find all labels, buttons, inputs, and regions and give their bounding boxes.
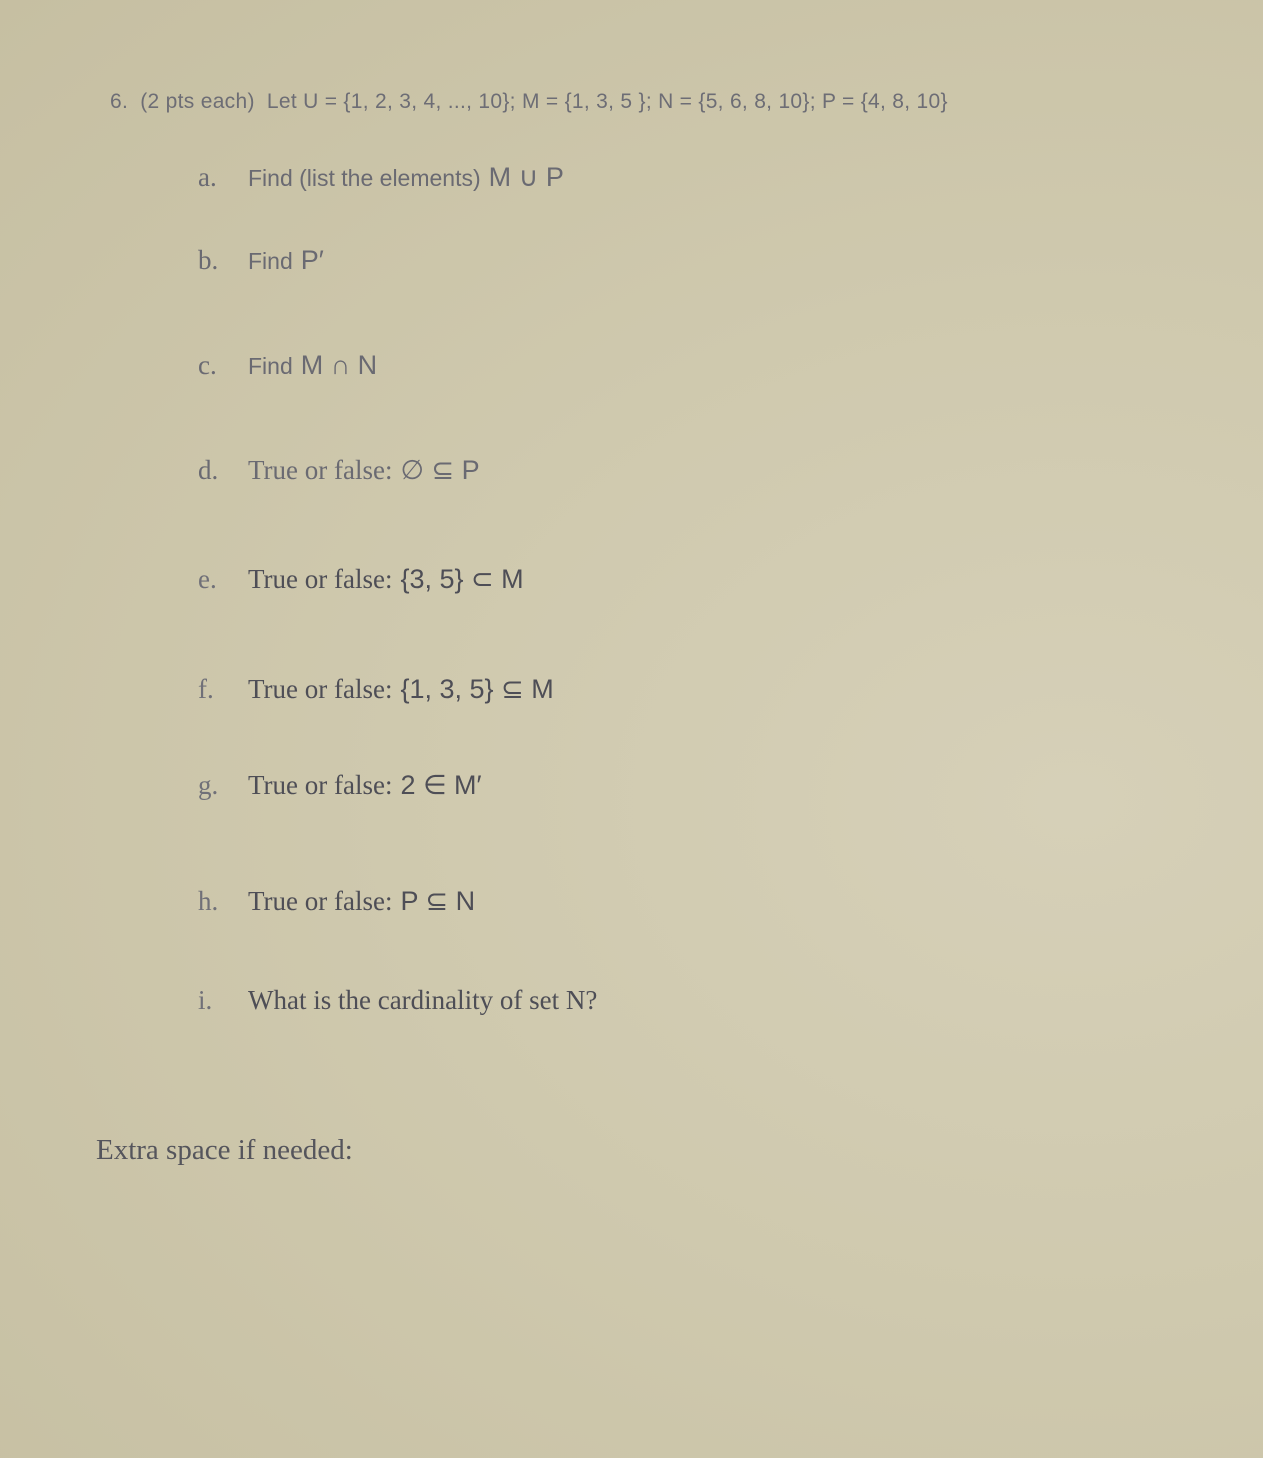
question-c xyxy=(198,350,377,381)
question-letter: b. xyxy=(198,245,219,275)
question-e xyxy=(198,564,524,595)
question-text: What is the cardinality of set N? xyxy=(248,985,598,1015)
question-text: True or false: xyxy=(248,455,393,485)
question-g xyxy=(198,770,482,801)
question-d xyxy=(198,455,480,486)
problem-number: 6. xyxy=(110,90,129,113)
question-b xyxy=(198,245,324,276)
problem-header xyxy=(110,90,1210,114)
question-math: {3, 5} ⊂ M xyxy=(400,564,524,594)
question-math: M ∪ P xyxy=(488,162,564,192)
question-letter: e. xyxy=(198,564,217,594)
question-math: ∅ ⊆ P xyxy=(400,455,480,485)
question-math: {1, 3, 5} ⊆ M xyxy=(400,674,554,704)
problem-points: (2 pts each) xyxy=(140,90,255,113)
question-letter: g. xyxy=(198,770,219,800)
question-text: True or false: xyxy=(248,886,393,916)
question-text: Find xyxy=(248,248,293,274)
question-text: True or false: xyxy=(248,770,393,800)
question-math: M ∩ N xyxy=(300,350,378,380)
question-letter: a. xyxy=(198,162,217,192)
question-i xyxy=(198,985,605,1016)
question-text: Find (list the elements) xyxy=(248,165,481,191)
question-letter: f. xyxy=(198,674,214,704)
problem-statement: Let U = {1, 2, 3, 4, ..., 10}; M = {1, 3, 5 }; N = {5, 6, 8, 10}; P = {4, 8, 10} xyxy=(266,90,948,113)
question-text: True or false: xyxy=(248,564,393,594)
question-math: P′ xyxy=(300,245,324,275)
question-letter: d. xyxy=(198,455,219,485)
question-math: 2 ∈ M′ xyxy=(400,770,482,800)
question-text: True or false: xyxy=(248,674,393,704)
question-letter: i. xyxy=(198,985,213,1015)
question-text: Find xyxy=(248,353,293,379)
question-letter: c. xyxy=(198,350,217,380)
extra-space-label: Extra space if needed: xyxy=(96,1134,353,1166)
question-f xyxy=(198,674,554,705)
question-a xyxy=(198,162,564,193)
question-math: P ⊆ N xyxy=(400,886,476,916)
question-letter: h. xyxy=(198,886,219,916)
question-h xyxy=(198,886,475,917)
